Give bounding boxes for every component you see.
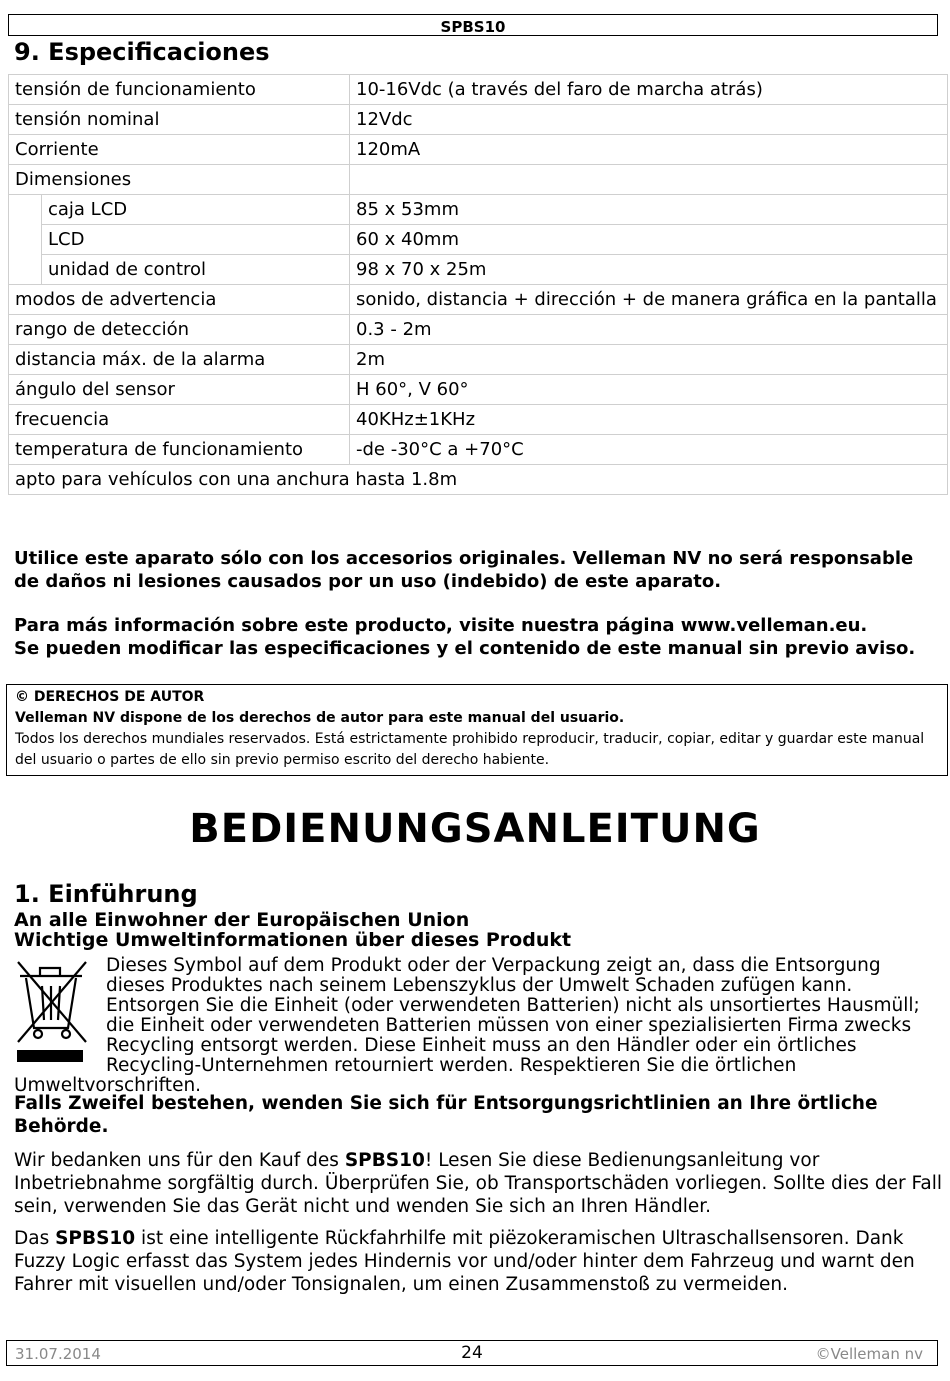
table-row xyxy=(9,405,948,435)
spec-value: 60 x 40mm xyxy=(350,225,948,255)
table-row xyxy=(9,255,948,285)
spec-value: 98 x 70 x 25m xyxy=(350,255,948,285)
spec-label: rango de detección xyxy=(9,315,350,345)
weee-symbol-icon xyxy=(14,956,100,1070)
footer-date: 31.07.2014 xyxy=(15,1345,101,1363)
thanks-text-a: Wir bedanken uns für den Kauf des xyxy=(14,1150,345,1171)
spec-value: -de -30°C a +70°C xyxy=(350,435,948,465)
table-row xyxy=(9,465,948,495)
indent-cell xyxy=(9,255,42,285)
spec-value xyxy=(350,165,948,195)
spec-label: Dimensiones xyxy=(9,165,350,195)
spec-label: apto para vehículos con una anchura hasta 1.8m xyxy=(9,465,948,495)
thanks-model: SPBS10 xyxy=(344,1150,425,1171)
table-row xyxy=(9,165,948,195)
page-footer xyxy=(6,1340,938,1366)
description-text-c: ist eine intelligente Rückfahrhilfe mit piëzokeramischen Ultraschallsensoren. Dank Fuzzy Logic erfasst das System jedes Hindernis vor und/oder hinter dem Fahrzeug und warnt den Fahrer mit visuellen und/oder Tonsignalen, um einen Zusammenstoß zu vermeiden. xyxy=(14,1228,915,1295)
specifications-table xyxy=(8,74,948,495)
spec-value: H 60°, V 60° xyxy=(350,375,948,405)
spec-label: distancia máx. de la alarma xyxy=(9,345,350,375)
spec-sublabel: caja LCD xyxy=(42,195,350,225)
section-heading-specifications: 9. Especificaciones xyxy=(14,38,270,66)
indent-cell xyxy=(9,225,42,255)
table-row xyxy=(9,135,948,165)
table-row xyxy=(9,375,948,405)
section-heading-introduction: 1. Einführung xyxy=(14,880,198,908)
table-row xyxy=(9,315,948,345)
table-row xyxy=(9,75,948,105)
thanks-text-c: ! Lesen Sie diese Bedienungsanleitung vor Inbetriebnahme sorgfältig durch. Überprüfen Sie, ob Transportschäden vorliegen. Sollte dies der Fall sein, verwenden Sie das Gerät nicht und wenden Sie sich an Ihren Händler. xyxy=(14,1150,942,1217)
description-paragraph xyxy=(14,1227,944,1296)
info-line-2: Se pueden modificar las especificaciones y el contenido de este manual sin previo aviso. xyxy=(14,638,916,659)
description-text-a: Das xyxy=(14,1228,56,1249)
spec-label: frecuencia xyxy=(9,405,350,435)
spec-label: tensión nominal xyxy=(9,105,350,135)
table-row xyxy=(9,195,948,225)
weee-block xyxy=(14,956,944,1096)
weee-text: Dieses Symbol auf dem Produkt oder der Verpackung zeigt an, dass die Entsorgung dieses Produktes nach seinem Lebenszyklus der Umwelt Schaden zufügen kann. Entsorgen Sie die Einheit (oder verwendeten Batterien) nicht als unsortiertes Hausmüll; die Einheit oder verwendeten Batterien müssen von einer spezialisierten Firma zwecks Recycling entsorgt werden. Diese Einheit muss an den Händler oder ein örtliches Recycling-Unternehmen retourniert werden. Respektieren Sie die örtlichen Umweltvorschriften. xyxy=(14,955,920,1096)
spec-value: sonido, distancia + dirección + de manera gráfica en la pantalla xyxy=(350,285,948,315)
copyright-line-1: Velleman NV dispone de los derechos de autor para este manual del usuario. xyxy=(15,710,625,726)
accessories-notice: Utilice este aparato sólo con los accesorios originales. Velleman NV no será responsable de daños ni lesiones causados por un uso (indebido) de este aparato. xyxy=(14,548,914,592)
description-model: SPBS10 xyxy=(55,1228,136,1249)
footer-page-number: 24 xyxy=(461,1343,483,1363)
spec-value: 12Vdc xyxy=(350,105,948,135)
spec-value: 0.3 - 2m xyxy=(350,315,948,345)
header-model: SPBS10 xyxy=(440,18,506,36)
manual-title: BEDIENUNGSANLEITUNG xyxy=(189,806,761,852)
info-line-1: Para más información sobre este producto, visite nuestra página www.velleman.eu. xyxy=(14,615,868,636)
spec-sublabel: unidad de control xyxy=(42,255,350,285)
table-row xyxy=(9,285,948,315)
table-row xyxy=(9,225,948,255)
spec-value: 40KHz±1KHz xyxy=(350,405,948,435)
copyright-title: © DERECHOS DE AUTOR xyxy=(15,689,205,705)
copyright-line-2: Todos los derechos mundiales reservados. Está estrictamente prohibido reproducir, traducir, copiar, editar y guardar este manual del usuario o partes de ello sin previo permiso escrito del derecho habiente. xyxy=(15,731,925,768)
spec-label: Corriente xyxy=(9,135,350,165)
indent-cell xyxy=(9,195,42,225)
table-row xyxy=(9,105,948,135)
spec-value: 85 x 53mm xyxy=(350,195,948,225)
spec-label: temperatura de funcionamiento xyxy=(9,435,350,465)
eu-residents-subheading: An alle Einwohner der Europäischen Union xyxy=(14,909,470,931)
info-notice xyxy=(14,614,944,660)
spec-value: 10-16Vdc (a través del faro de marcha atrás) xyxy=(350,75,948,105)
environment-subheading: Wichtige Umweltinformationen über dieses Produkt xyxy=(14,929,572,951)
spec-label: tensión de funcionamiento xyxy=(9,75,350,105)
thanks-paragraph xyxy=(14,1149,944,1218)
table-row xyxy=(9,435,948,465)
disposal-notice: Falls Zweifel bestehen, wenden Sie sich für Entsorgungsrichtlinien an Ihre örtliche Behörde. xyxy=(14,1093,878,1137)
spec-value: 2m xyxy=(350,345,948,375)
table-row xyxy=(9,345,948,375)
spec-sublabel: LCD xyxy=(42,225,350,255)
page-header xyxy=(8,14,938,36)
spec-label: ángulo del sensor xyxy=(9,375,350,405)
spec-value: 120mA xyxy=(350,135,948,165)
footer-brand: ©Velleman nv xyxy=(815,1345,923,1363)
spec-label: modos de advertencia xyxy=(9,285,350,315)
copyright-box xyxy=(6,684,948,776)
